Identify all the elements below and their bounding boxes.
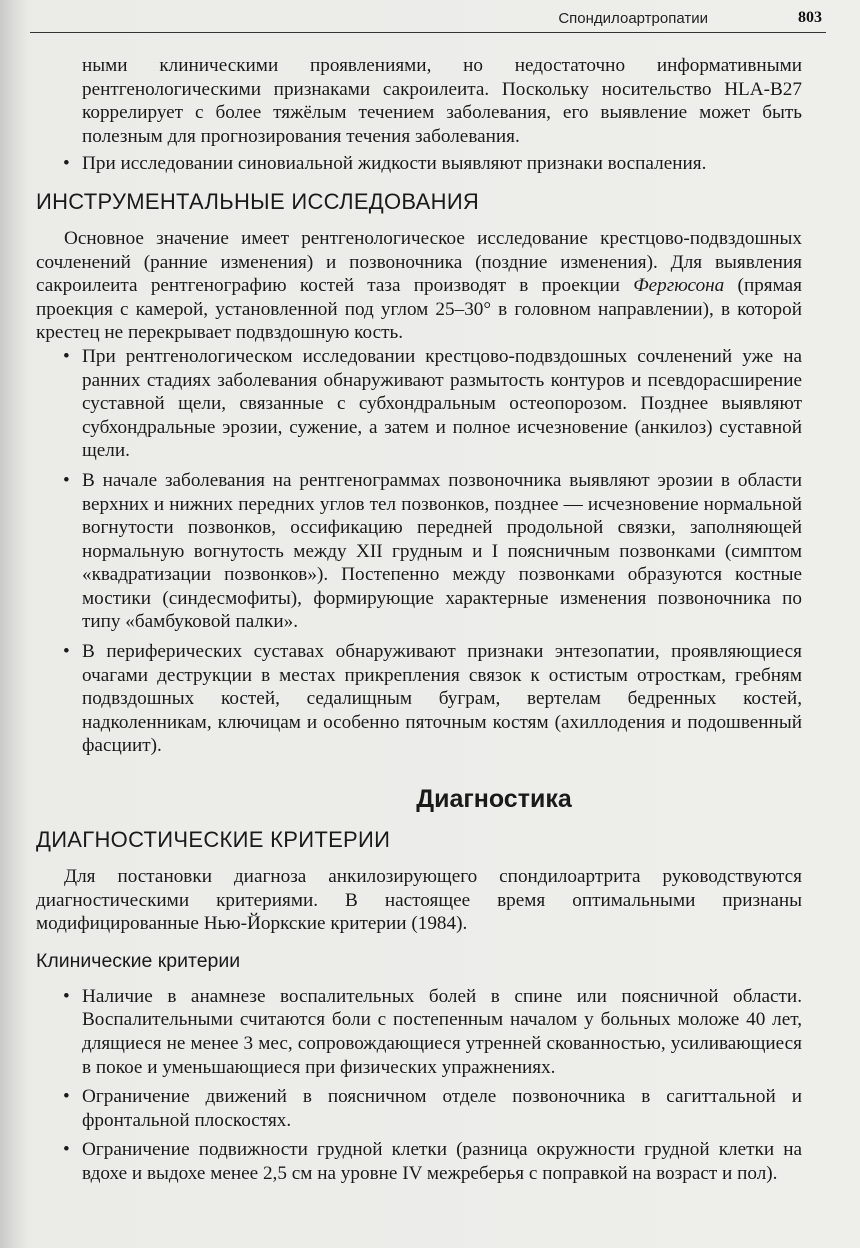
heading-criteria: ДИАГНОСТИЧЕСКИЕ КРИТЕРИИ bbox=[36, 827, 391, 853]
bullet-list-clinical bbox=[36, 985, 802, 1186]
paragraph-main bbox=[36, 227, 802, 345]
list-item-text: Ограничение подвижности грудной клетки (разница окружности грудной клетки на вдохе и выдохе менее 2,5 см на уровне IV межреберья с поправкой на возраст и пол). bbox=[82, 1139, 802, 1184]
list-item bbox=[36, 469, 802, 634]
page-number: 803 bbox=[798, 9, 822, 26]
bullet-icon: • bbox=[63, 1139, 70, 1161]
running-title: Спондилоартропатии bbox=[558, 10, 708, 27]
list-item-text: Ограничение движений в поясничном отделе позвоночника в сагиттальной и фронтальной плоскостях. bbox=[82, 1086, 802, 1131]
list-item-text: При рентгенологическом исследовании крестцово-подвздошных сочленений уже на ранних стадиях заболевания обнаруживают размытость контуров и псевдорасширение суставной щели, связанные с субхондральным остеопорозом. Позднее выявляют субхондральные эрозии, сужение, а затем и полное исчезновение (анкилоз) суставной щели. bbox=[82, 345, 802, 462]
paragraph-criteria: Для постановки диагноза анкилозирующего спондилоартрита руководствуются диагностическими критериями. В настоящее время оптимальными признаны модифицированные Нью-Йоркские критерии (1984). bbox=[36, 866, 802, 935]
bullet-list-synovial bbox=[36, 152, 802, 176]
list-item bbox=[36, 152, 802, 176]
list-item bbox=[36, 1085, 802, 1132]
list-item bbox=[36, 985, 802, 1079]
paragraph-continued: ными клиническими проявлениями, но недостаточно информативными рентгенологическими признаками сакроилеита. Поскольку носительство HLA-B27 коррелирует с более тяжёлым течением заболевания, его выявление может быть полезным для прогнозирования течения заболевания. bbox=[82, 55, 802, 147]
paragraph-main-part1: Основное значение имеет рентгенологическое исследование крестцово-подвздошных сочленений (ранние изменения) и позвоночника (поздние изменения). Для выявления сакроилеита рентгенографию костей таза производят в проекции bbox=[36, 227, 802, 297]
heading-instrumental: ИНСТРУМЕНТАЛЬНЫЕ ИССЛЕДОВАНИЯ bbox=[36, 188, 480, 214]
bullet-icon: • bbox=[63, 153, 70, 175]
running-header bbox=[30, 6, 826, 33]
bullet-icon: • bbox=[63, 345, 70, 367]
list-item bbox=[36, 345, 802, 463]
bullet-icon: • bbox=[63, 469, 70, 491]
paragraph-main-italic: Фергюсона bbox=[633, 275, 725, 297]
list-item-text: Наличие в анамнезе воспалительных болей в спине или поясничной области. Воспалительными считаются боли с постепенным началом у больных моложе 40 лет, длящиеся не менее 3 мес, сопровождающиеся утренней скованностью, усиливающиеся в покое и уменьшающиеся при физических упражнениях. bbox=[82, 985, 802, 1078]
list-item-text: При исследовании синовиальной жидкости выявляют признаки воспаления. bbox=[82, 153, 707, 175]
page-body bbox=[36, 54, 802, 1186]
list-item-text: В периферических суставах обнаруживают признаки энтезопатии, проявляющиеся очагами деструкции в местах прикрепления связок к остистым отросткам, гребням подвздошных костей, седалищным буграм, вертелам бедренных костей, надколенникам, ключицам и особенно пяточным костям (ахиллодения и подошвенный фасциит). bbox=[82, 641, 802, 757]
paragraph-main-part2: (прямая проекция с камерой, установленной под углом 25–30° в головном направлении), в которой крестец не перекрывает подвздошную кость. bbox=[36, 275, 802, 344]
list-item-text: В начале заболевания на рентгенограммах позвоночника выявляют эрозии в области верхних и нижних передних углов тел позвонков, позднее — исчезновение нормальной вогнутости позвонков, оссификацию передней продольной связки, заполняющей нормальную вогнутость между XII грудным и I поясничным позвонками (симптом «квадратизации позвонков»). Постепенно между позвонками образуются костные мостики (синдесмофиты), формирующие характерные изменения позвоночника по типу «бамбуковой палки». bbox=[82, 469, 802, 633]
list-item bbox=[36, 640, 802, 758]
bullet-icon: • bbox=[63, 1086, 70, 1108]
bullet-list-xray bbox=[36, 345, 802, 758]
bullet-icon: • bbox=[63, 641, 70, 663]
bullet-icon: • bbox=[63, 985, 70, 1007]
list-item bbox=[36, 1138, 802, 1185]
heading-clinical: Клинические критерии bbox=[36, 949, 241, 972]
heading-diagnostics: Диагностика bbox=[416, 785, 572, 814]
